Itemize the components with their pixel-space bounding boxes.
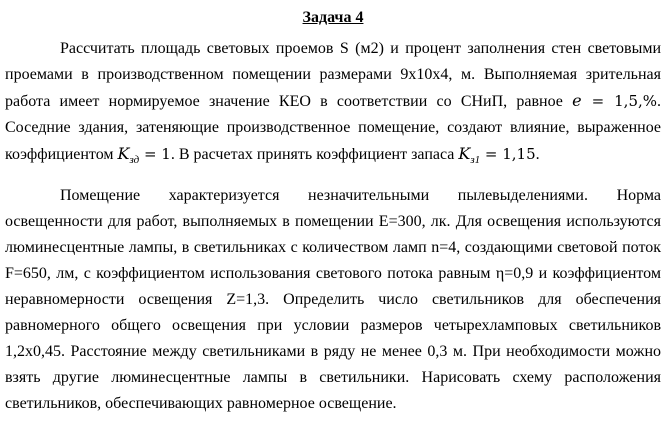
- k-z1-subscript: з1: [470, 154, 481, 166]
- k-zd-subscript: зд: [129, 154, 140, 166]
- keo-symbol: e: [572, 91, 582, 110]
- paragraph-1-text-d: .: [535, 146, 540, 163]
- paragraph-1-text-b: . Соседние здания, затеняющие производственное помещение, создают влияние, выраженное коэффициентом: [5, 93, 662, 163]
- k-z1-value: = 1,15: [480, 145, 536, 163]
- k-zd-symbol: K: [117, 144, 130, 163]
- paragraph-2: Помещение характеризуется незначительными пылевыделениями. Норма освещенности для работ, выполняемых в помещении E=300, лк. Для освещения используются люминесцентные лампы, в светильниках с количеством ламп n=4, создающими световой поток F=650, лм, с коэффициентом использования светового потока равным η=0,9 и коэффициентом неравномерности освещения Z=1,3. Определить число светильников для обеспечения равномерного общего освещения при условии размеров четырехламповых светильников 1,2х0,45. Расстояние между светильниками в ряду не менее 0,3 м. При необходимости можно взять другие люминесцентные лампы в светильники. Нарисовать схему расположения светильников, обеспечивающих равномерное освещение.: [5, 187, 661, 412]
- paragraph-1-text-a: Рассчитать площадь световых проемов S (м2) и процент заполнения стен световыми проемами в производственном помещении размерами 9х10х4, м. Выполняемая зрительная работа имеет нормируемое значение КЕО в соответствии со СНиП, равное: [5, 40, 661, 110]
- k-z1-symbol: K: [458, 144, 471, 163]
- paragraph-1: [5, 36, 661, 173]
- task-title: Задача 4: [302, 9, 364, 26]
- k-zd-value: = 1: [139, 145, 171, 163]
- paragraph-1-text-c: . В расчетах принять коэффициент запаса: [170, 146, 459, 163]
- keo-value: = 1,5,%: [581, 92, 658, 110]
